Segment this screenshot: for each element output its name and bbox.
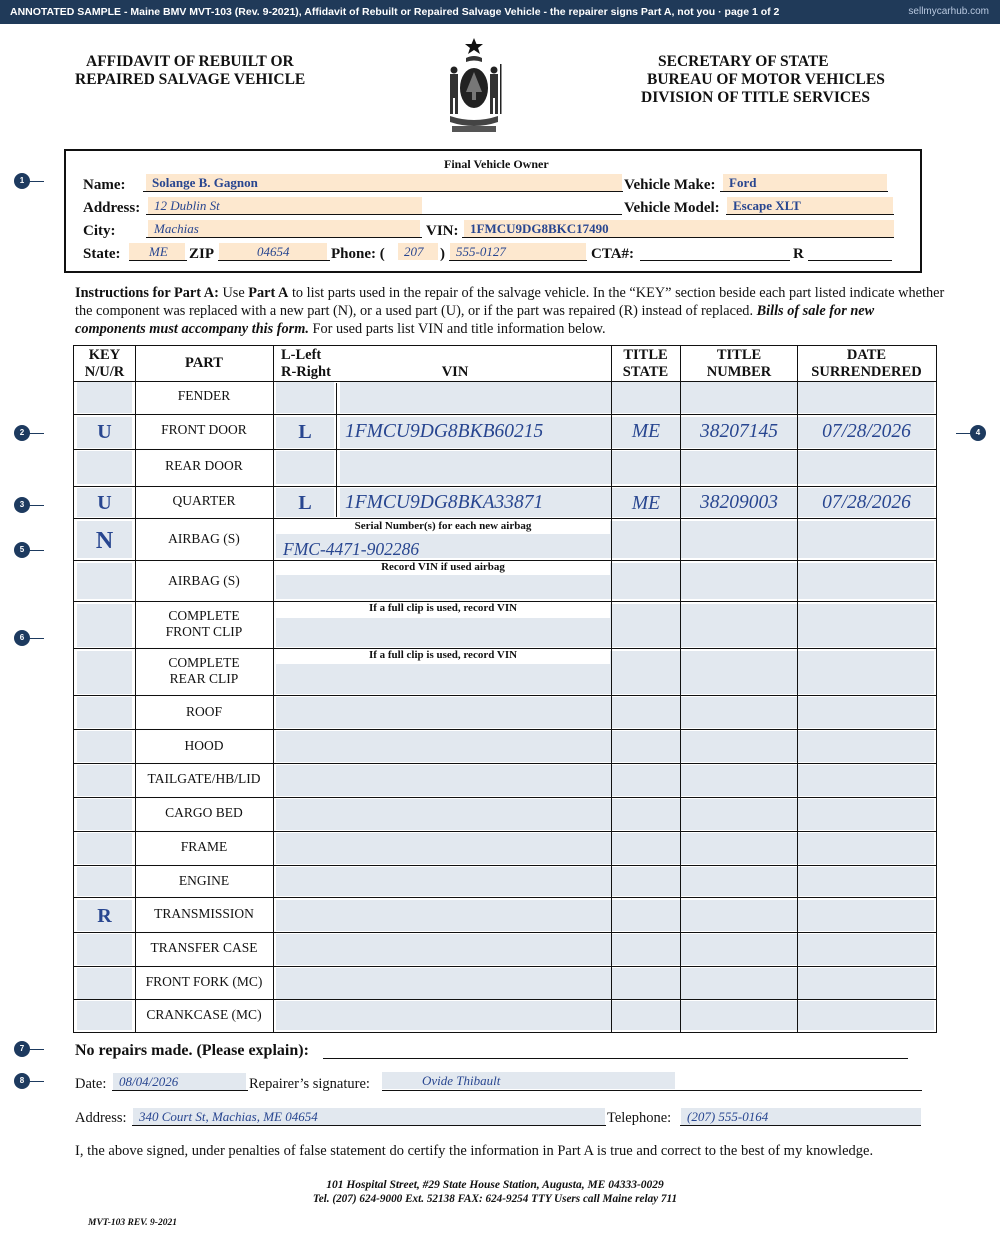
key-cell-tailgate[interactable]: [77, 765, 132, 796]
front-door-side[interactable]: L: [298, 421, 312, 443]
data-cell-hood[interactable]: [276, 731, 934, 762]
header-title-state: TITLE STATE: [622, 347, 669, 380]
annotation-marker-8[interactable]: 8: [14, 1073, 30, 1089]
front-clip-note: If a full clip is used, record VIN: [368, 602, 518, 614]
part-airbag-new: AIRBAG (S): [168, 531, 240, 546]
annotation-marker-7[interactable]: 7: [14, 1041, 30, 1057]
agency-line3: DIVISION OF TITLE SERVICES: [641, 89, 871, 106]
part-hood: HOOD: [184, 738, 224, 753]
front-door-vin[interactable]: 1FMCU9DG8BKB60215: [345, 421, 544, 442]
part-airbag-used: AIRBAG (S): [168, 573, 240, 588]
marker-leader: [28, 505, 44, 506]
data-cell-fender[interactable]: [340, 382, 934, 413]
data-cell-rear-door[interactable]: [340, 451, 934, 484]
rear-clip-note: If a full clip is used, record VIN: [368, 649, 518, 661]
part-cargo-bed: CARGO BED: [165, 805, 243, 820]
agency-line1: SECRETARY OF STATE: [658, 53, 829, 70]
owner-address-field[interactable]: 12 Dublin St: [148, 197, 422, 214]
phone-close-paren: ): [440, 246, 445, 262]
form-title-line2: REPAIRED SALVAGE VEHICLE: [75, 71, 306, 88]
part-rear-door: REAR DOOR: [165, 458, 243, 473]
vehicle-make-field[interactable]: Ford: [723, 174, 887, 191]
header-vin: VIN: [441, 364, 469, 380]
row-divider: [73, 414, 937, 415]
quarter-date-surrendered[interactable]: 07/28/2026: [822, 492, 911, 513]
airbag-serial-note: Serial Number(s) for each new airbag: [354, 520, 532, 532]
header-side: L-Left R-Right: [281, 347, 331, 380]
data-cell-tailgate[interactable]: [276, 765, 934, 796]
key-cell-rear-door[interactable]: [77, 451, 132, 484]
part-front-fork: FRONT FORK (MC): [145, 974, 263, 989]
row-divider: [73, 695, 937, 696]
banner-title: ANNOTATED SAMPLE - Maine BMV MVT-103 (Rev. 9-2021), Affidavit of Rebuilt or Repaired Salvage Vehicle - the repairer signs Part A, not you · page 1 of 2: [10, 6, 780, 18]
row-divider: [73, 486, 937, 487]
owner-city-field[interactable]: Machias: [148, 220, 420, 237]
vehicle-model-field[interactable]: Escape XLT: [727, 197, 893, 214]
marker-leader: [28, 1081, 44, 1082]
airbag-serial-number[interactable]: FMC-4471-902286: [283, 539, 420, 559]
city-label: City:: [83, 223, 116, 239]
airbag-key[interactable]: N: [95, 528, 114, 554]
key-cell-front-clip[interactable]: [77, 604, 132, 647]
key-cell-frame[interactable]: [77, 833, 132, 864]
annotation-marker-5[interactable]: 5: [14, 542, 30, 558]
part-quarter: QUARTER: [172, 493, 236, 508]
r-field[interactable]: [808, 260, 892, 261]
front-door-key[interactable]: U: [97, 421, 112, 443]
owner-name-field[interactable]: Solange B. Gagnon: [146, 174, 622, 191]
header-key: KEY N/U/R: [84, 347, 125, 380]
header-title-number: TITLE NUMBER: [706, 347, 772, 380]
data-cell-transfer-case[interactable]: [276, 934, 934, 965]
annotation-marker-1[interactable]: 1: [14, 173, 30, 189]
row-divider: [73, 518, 937, 519]
front-door-date-surrendered[interactable]: 07/28/2026: [822, 421, 911, 442]
row-divider: [73, 966, 937, 967]
repairer-signature-field[interactable]: Ovide Thibault: [382, 1072, 675, 1089]
marker-leader: [28, 638, 44, 639]
banner-site-link[interactable]: sellmycarhub.com: [908, 6, 989, 17]
instructions-heading: Instructions for Part A:: [75, 285, 219, 301]
r-label: R: [793, 246, 804, 262]
part-rear-clip: COMPLETE REAR CLIP: [168, 655, 240, 686]
form-title-line1: AFFIDAVIT OF REBUILT OR: [86, 53, 294, 70]
key-cell-rear-clip[interactable]: [77, 651, 132, 694]
key-cell-roof[interactable]: [77, 697, 132, 728]
part-transfer-case: TRANSFER CASE: [150, 940, 258, 955]
footer-contact: Tel. (207) 624-9000 Ext. 52138 FAX: 624-9254 TTY Users call Maine relay 711: [312, 1193, 678, 1205]
data-cell-frame[interactable]: [276, 833, 934, 864]
key-cell-transfer-case[interactable]: [77, 934, 132, 965]
row-divider: [73, 381, 937, 382]
quarter-title-state[interactable]: ME: [631, 493, 661, 514]
data-cell-transmission[interactable]: [276, 900, 934, 931]
cta-field[interactable]: [640, 260, 790, 261]
marker-leader: [28, 550, 44, 551]
footer-address: 101 Hospital Street, #29 State House Station, Augusta, ME 04333-0029: [326, 1179, 664, 1191]
no-repairs-label: No repairs made. (Please explain):: [75, 1042, 309, 1059]
data-cell-crankcase[interactable]: [276, 1001, 934, 1030]
owner-phone-field[interactable]: 555-0127: [450, 243, 586, 260]
row-divider: [73, 865, 937, 866]
col-divider-side: [336, 383, 337, 517]
address-label: Address:: [83, 200, 141, 216]
top-banner: [0, 0, 1000, 24]
owner-section-title: Final Vehicle Owner: [444, 157, 549, 171]
row-divider: [73, 763, 937, 764]
part-roof: ROOF: [185, 704, 222, 719]
phone-label: Phone: (: [331, 246, 385, 262]
annotation-marker-4[interactable]: 4: [970, 425, 986, 441]
row-divider: [73, 797, 937, 798]
repairer-address-field[interactable]: 340 Court St, Machias, ME 04654: [133, 1108, 605, 1125]
part-transmission: TRANSMISSION: [154, 906, 254, 921]
side-cell-rear-door[interactable]: [276, 451, 334, 484]
transmission-key[interactable]: R: [97, 905, 112, 927]
part-a-instructions: Instructions for Part A: Use Part A to list parts used in the repair of the salvage vehicle. In the “KEY” section beside each part listed indicate whether the component was replaced with a new part (N), or a used part (U), or if the part was repaired (R) instead of replaced. Bills of sale for new components must accompany this form. For used parts list VIN and title information below.: [75, 285, 945, 337]
data-cell-front-fork[interactable]: [276, 968, 934, 999]
quarter-key[interactable]: U: [97, 492, 112, 514]
form-revision: MVT-103 REV. 9-2021: [88, 1218, 177, 1228]
header-part: PART: [185, 355, 223, 371]
agency-line2: BUREAU OF MOTOR VEHICLES: [647, 71, 885, 88]
part-crankcase: CRANKCASE (MC): [146, 1007, 262, 1022]
date-label: Date:: [75, 1076, 107, 1092]
repairer-telephone-field[interactable]: (207) 555-0164: [681, 1108, 921, 1125]
key-cell-front-fork[interactable]: [77, 968, 132, 999]
vehicle-make-label: Vehicle Make:: [624, 177, 716, 193]
key-cell-cargo-bed[interactable]: [77, 799, 132, 830]
signature-label: Repairer’s signature:: [249, 1076, 370, 1092]
key-cell-crankcase[interactable]: [77, 1001, 132, 1030]
row-divider: [73, 932, 937, 933]
side-cell-fender[interactable]: [276, 382, 334, 413]
front-door-title-number[interactable]: 38207145: [700, 421, 778, 442]
zip-label: ZIP: [189, 246, 215, 262]
header-date-surrendered: DATE SURRENDERED: [811, 347, 922, 380]
annotation-marker-6[interactable]: 6: [14, 630, 30, 646]
part-front-door: FRONT DOOR: [161, 422, 247, 437]
part-frame: FRAME: [180, 839, 228, 854]
repairer-date-field[interactable]: 08/04/2026: [113, 1073, 246, 1090]
owner-vin-field[interactable]: 1FMCU9DG8BKC17490: [464, 220, 894, 237]
quarter-title-number[interactable]: 38209003: [700, 492, 778, 513]
data-cell-engine[interactable]: [276, 867, 934, 896]
data-cell-roof[interactable]: [276, 697, 934, 728]
marker-leader: [28, 181, 44, 182]
owner-phone-area-field[interactable]: 207: [398, 243, 438, 260]
airbag-used-note: Record VIN if used airbag: [381, 561, 505, 573]
part-tailgate: TAILGATE/HB/LID: [147, 771, 261, 786]
quarter-side[interactable]: L: [298, 492, 312, 514]
data-cell-cargo-bed[interactable]: [276, 799, 934, 830]
vehicle-model-label: Vehicle Model:: [624, 200, 720, 216]
part-engine: ENGINE: [178, 873, 230, 888]
certification-statement: I, the above signed, under penalties of false statement do certify the information in Part A is true and correct to the best of my knowledge.: [75, 1143, 874, 1159]
marker-leader: [28, 1049, 44, 1050]
row-divider: [73, 729, 937, 730]
annotation-marker-2[interactable]: 2: [14, 425, 30, 441]
key-cell-engine[interactable]: [77, 867, 132, 896]
row-divider: [73, 897, 937, 898]
annotation-marker-3[interactable]: 3: [14, 497, 30, 513]
key-cell-airbag-used[interactable]: [77, 563, 132, 599]
part-front-clip: COMPLETE FRONT CLIP: [165, 608, 243, 639]
no-repairs-explanation-field[interactable]: [323, 1058, 908, 1059]
maine-state-seal-icon: [444, 36, 504, 136]
row-divider: [73, 831, 937, 832]
telephone-label: Telephone:: [607, 1110, 672, 1126]
name-label: Name:: [83, 177, 126, 193]
front-door-title-state[interactable]: ME: [631, 421, 661, 442]
vin-label: VIN:: [426, 223, 459, 239]
row-divider: [73, 999, 937, 1000]
key-cell-hood[interactable]: [77, 731, 132, 762]
marker-leader: [28, 433, 44, 434]
state-label: State:: [83, 246, 121, 262]
quarter-vin[interactable]: 1FMCU9DG8BKA33871: [345, 492, 544, 513]
key-cell-fender[interactable]: [77, 382, 132, 413]
owner-state-field[interactable]: ME: [129, 243, 185, 260]
repairer-address-label: Address:: [75, 1110, 127, 1126]
cta-label: CTA#:: [591, 246, 635, 262]
row-divider: [73, 449, 937, 450]
owner-zip-field[interactable]: 04654: [219, 243, 327, 260]
part-fender: FENDER: [177, 388, 231, 403]
